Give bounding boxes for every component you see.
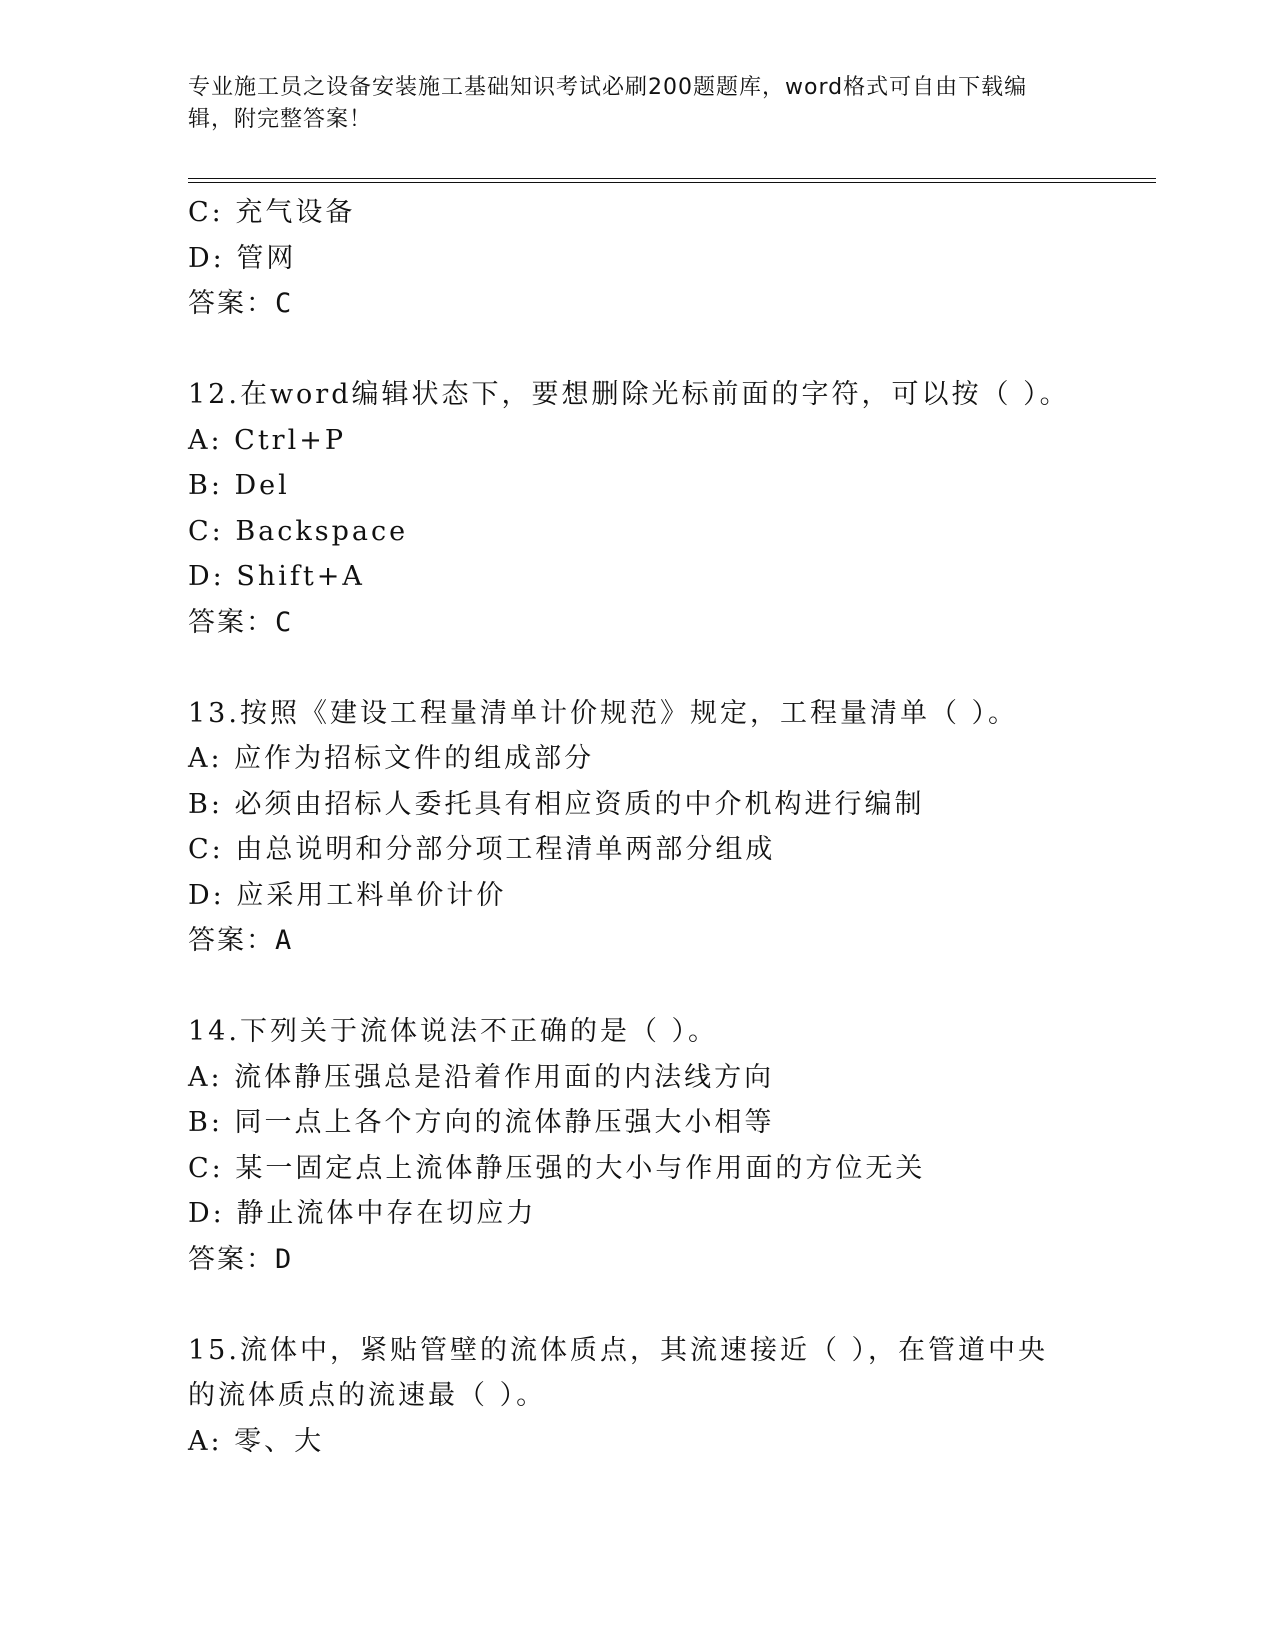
option-c: C: 由总说明和分部分项工程清单两部分组成 <box>188 834 776 865</box>
option-d: D: 静止流体中存在切应力 <box>188 1198 537 1229</box>
option-a: A: 零、大 <box>188 1425 325 1457</box>
option-d: D: 管网 <box>188 242 297 274</box>
question-block-14 <box>188 1009 1088 1282</box>
option-b: B: 同一点上各个方向的流体静压强大小相等 <box>188 1107 775 1138</box>
question-stem: 15.流体中，紧贴管壁的流体质点，其流速接近（ ），在管道中央的流体质点的流速最（ ）。 <box>188 1334 1049 1411</box>
option-d: D: Shift+A <box>188 561 365 592</box>
answer-label: 答案： <box>188 925 275 956</box>
answer-label: 答案： <box>188 288 275 319</box>
question-block-15 <box>188 1328 1088 1465</box>
header-title: 专业施工员之设备安装施工基础知识考试必刷200题题库，word格式可自由下载编辑，附完整答案！ <box>188 75 1028 132</box>
question-block-11 <box>188 190 1088 327</box>
answer-value: D <box>275 1243 294 1275</box>
option-a: A: 应作为招标文件的组成部分 <box>188 743 595 774</box>
option-c: C: 某一固定点上流体静压强的大小与作用面的方位无关 <box>188 1152 926 1184</box>
document-header <box>188 72 1068 136</box>
answer-line <box>188 281 1088 327</box>
spacer <box>188 327 1088 373</box>
question-block-13 <box>188 691 1088 964</box>
answer-value: A <box>275 925 294 956</box>
option-c: C: 充气设备 <box>188 197 356 228</box>
question-stem: 12.在word编辑状态下，要想删除光标前面的字符，可以按（ ）。 <box>188 379 1070 410</box>
answer-value: C <box>275 606 294 638</box>
option-a: A: 流体静压强总是沿着作用面的内法线方向 <box>188 1061 775 1093</box>
answer-line <box>188 918 1088 964</box>
spacer <box>188 645 1088 691</box>
option-b: B: Del <box>188 470 290 501</box>
option-b: B: 必须由招标人委托具有相应资质的中介机构进行编制 <box>188 788 925 820</box>
answer-line <box>188 1237 1088 1283</box>
spacer <box>188 1282 1088 1328</box>
option-a: A: Ctrl+P <box>188 424 347 456</box>
option-d: D: 应采用工料单价计价 <box>188 879 507 911</box>
question-block-12 <box>188 372 1088 645</box>
option-c: C: Backspace <box>188 515 409 547</box>
answer-label: 答案： <box>188 1243 275 1275</box>
answer-label: 答案： <box>188 606 275 638</box>
spacer <box>188 964 1088 1010</box>
header-divider <box>188 178 1156 183</box>
answer-line <box>188 600 1088 646</box>
document-body <box>188 190 1088 1464</box>
answer-value: C <box>275 288 294 319</box>
question-stem: 14.下列关于流体说法不正确的是（ ）。 <box>188 1016 719 1047</box>
question-stem: 13.按照《建设工程量清单计价规范》规定，工程量清单（ ）。 <box>188 697 1019 729</box>
